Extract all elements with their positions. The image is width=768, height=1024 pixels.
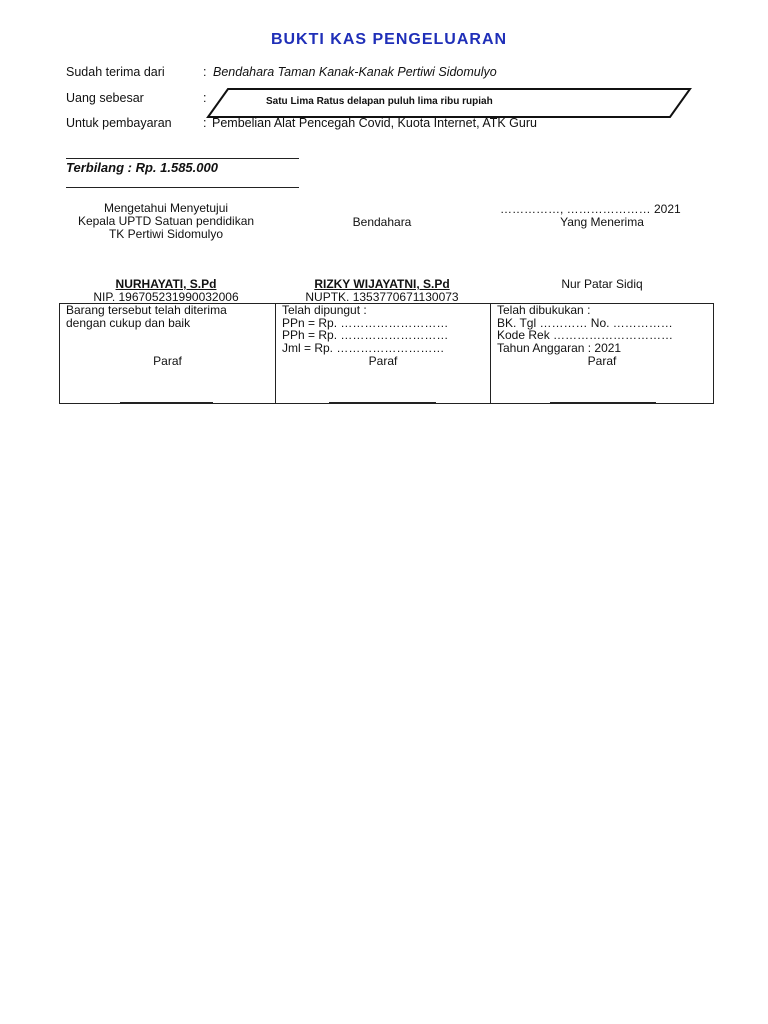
- received-goods-box: [60, 304, 276, 403]
- head-id: NIP. 196705231990032006: [93, 290, 239, 304]
- receiver-date-line: ……………, ………………… 2021: [500, 202, 681, 216]
- treasurer-role: Bendahara: [352, 215, 412, 229]
- receiver-name: Nur Patar Sidiq: [561, 277, 643, 291]
- box-line: Jml = Rp. ………………………: [282, 340, 445, 355]
- verification-table: [59, 303, 714, 404]
- divider: [66, 158, 299, 159]
- head-name: NURHAYATI, S.Pd: [115, 277, 217, 291]
- amount-words: Satu Lima Ratus delapan puluh lima ribu rupiah: [266, 96, 493, 107]
- box-line: dengan cukup dan baik: [66, 315, 191, 330]
- head-approval-block: [56, 202, 276, 241]
- signature-line: [329, 402, 436, 403]
- box-line: Barang tersebut telah diterima: [66, 303, 227, 317]
- box-line: Telah dibukukan :: [497, 303, 591, 317]
- tax-collected-box: [276, 304, 491, 403]
- terbilang-amount: Terbilang : Rp. 1.585.000: [66, 160, 218, 175]
- receiver-role: Yang Menerima: [560, 215, 644, 229]
- received-from-value: Bendahara Taman Kanak-Kanak Pertiwi Sidomulyo: [213, 65, 497, 79]
- treasurer-id: NUPTK. 1353770671130073: [305, 290, 459, 304]
- signature-line: [550, 402, 656, 403]
- head-approval-line1: Mengetahui Menyetujui: [103, 201, 229, 215]
- divider: [66, 187, 299, 188]
- box-line: Telah dipungut :: [282, 303, 367, 317]
- bookkeeping-box: [491, 304, 713, 403]
- box-line: PPn = Rp. ………………………: [282, 315, 449, 330]
- head-approval-line3: TK Pertiwi Sidomulyo: [108, 227, 224, 241]
- paraf-label: Paraf: [587, 354, 617, 368]
- document-title: BUKTI KAS PENGELUARAN: [270, 31, 508, 48]
- colon: :: [203, 65, 207, 79]
- paraf-label: Paraf: [368, 354, 398, 368]
- colon: :: [203, 91, 207, 105]
- box-line: Tahun Anggaran : 2021: [497, 340, 622, 355]
- paraf-label: Paraf: [153, 354, 182, 368]
- purpose-value: Pembelian Alat Pencegah Covid, Kuota Internet, ATK Guru: [212, 116, 537, 130]
- amount-label: Uang sebesar: [66, 91, 144, 105]
- box-line: PPh = Rp. ………………………: [282, 328, 449, 342]
- box-line: Kode Rek …………………………: [497, 328, 674, 342]
- treasurer-name: RIZKY WIJAYATNI, S.Pd: [314, 277, 450, 291]
- signature-line: [120, 402, 213, 403]
- box-line: BK. Tgl ………… No. ……………: [497, 315, 673, 330]
- colon: :: [203, 116, 207, 130]
- head-approval-line2: Kepala UPTD Satuan pendidikan: [77, 214, 255, 228]
- received-from-label: Sudah terima dari: [66, 65, 165, 79]
- purpose-label: Untuk pembayaran: [66, 116, 172, 130]
